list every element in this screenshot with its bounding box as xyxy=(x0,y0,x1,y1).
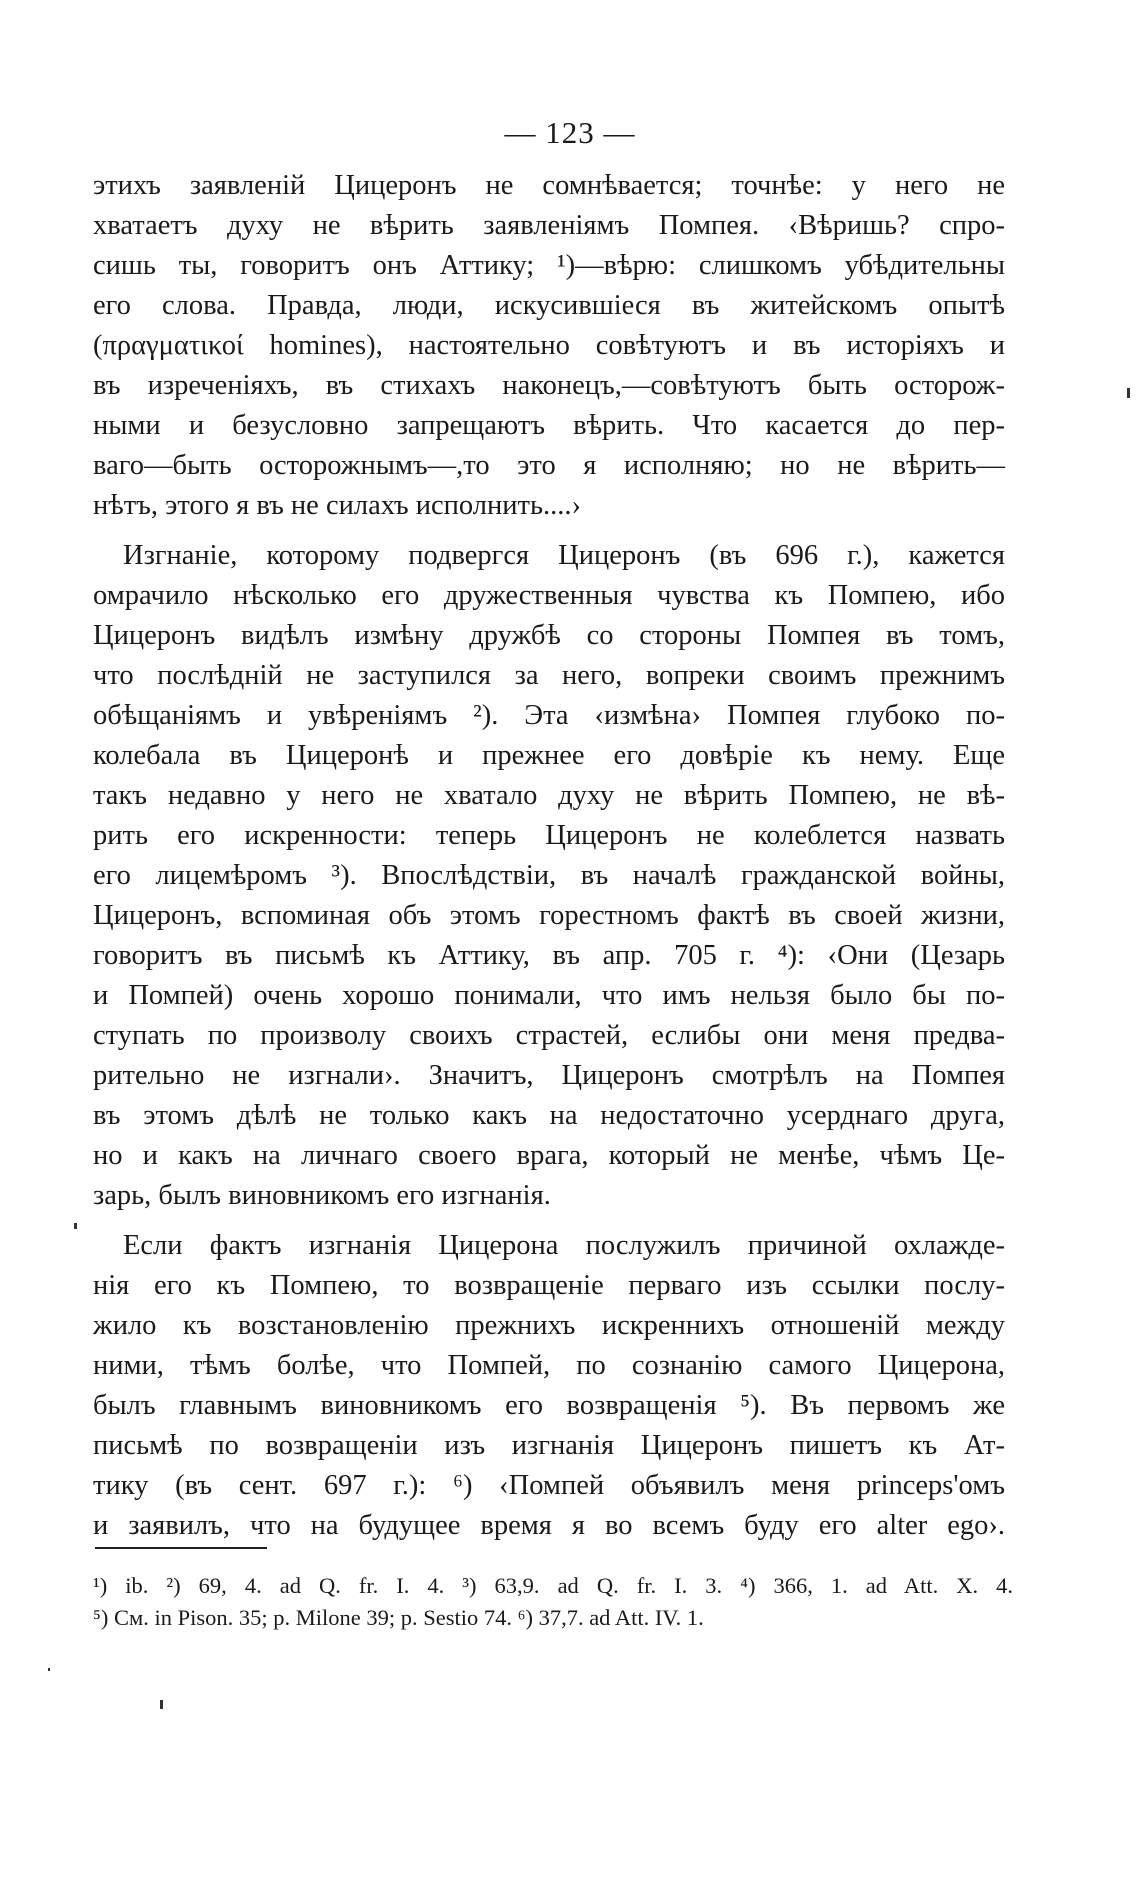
text-line: его слова. Правда, люди, искусившіеся въ житейскомъ опытѣ xyxy=(93,290,1005,321)
text-line: зарь, былъ виновникомъ его изгнанія. xyxy=(93,1180,551,1211)
paragraph-1 xyxy=(93,166,1005,526)
scan-speck xyxy=(160,1700,163,1709)
scan-speck xyxy=(48,1668,50,1671)
footnote-line: ⁵) См. in Pison. 35; p. Milone 39; p. Sestio 74. ⁶) 37,7. ad Att. IV. 1. xyxy=(93,1605,704,1630)
text-line: Изгнаніе, которому подвергся Цицеронъ (въ 696 г.), кажется xyxy=(123,540,1005,571)
text-line: тику (въ сент. 697 г.): ⁶) ‹Помпей объявилъ меня princeps'омъ xyxy=(93,1470,1005,1501)
scan-speck xyxy=(1127,388,1130,398)
paragraph-2 xyxy=(93,536,1005,1216)
text-line: его лицемѣромъ ³). Впослѣдствіи, въ началѣ гражданской войны, xyxy=(93,860,1005,891)
text-line: письмѣ по возвращеніи изъ изгнанія Цицеронъ пишетъ къ Ат- xyxy=(93,1430,1005,1461)
text-line: въ изреченіяхъ, въ стихахъ наконецъ,—совѣтуютъ быть осторож- xyxy=(93,370,1005,401)
text-line: но и какъ на личнаго своего врага, который не менѣе, чѣмъ Це- xyxy=(93,1140,1005,1171)
text-line: жило къ возстановленію прежнихъ искреннихъ отношеній между xyxy=(93,1310,1005,1341)
text-line: такъ недавно у него не хватало духу не вѣрить Помпею, не вѣ- xyxy=(93,780,1005,811)
text-line: Если фактъ изгнанія Цицерона послужилъ причиной охлажде- xyxy=(123,1230,1005,1261)
page-number: — 123 — xyxy=(504,115,636,150)
footnotes xyxy=(93,1570,1013,1634)
text-line: Цицеронъ видѣлъ измѣну дружбѣ со стороны Помпея въ томъ, xyxy=(93,620,1005,651)
text-line: обѣщаніямъ и увѣреніямъ ²). Эта ‹измѣна› Помпея глубоко по- xyxy=(93,700,1005,731)
text-line: ваго—быть осторожнымъ—,то это я исполняю; но не вѣрить— xyxy=(93,450,1005,481)
text-line: сишь ты, говоритъ онъ Аттику; ¹)—вѣрю: слишкомъ убѣдительны xyxy=(93,250,1005,281)
text-line: былъ главнымъ виновникомъ его возвращенія ⁵). Въ первомъ же xyxy=(93,1390,1005,1421)
text-line: (πραγματικοί homines), настоятельно совѣтуютъ и въ исторіяхъ и xyxy=(93,330,1005,361)
text-line: и Помпей) очень хорошо понимали, что имъ нельзя было бы по- xyxy=(93,980,1005,1011)
text-line: нѣтъ, этого я въ не силахъ исполнить....› xyxy=(93,490,581,521)
text-line: этихъ заявленій Цицеронъ не сомнѣвается; точнѣе: у него не xyxy=(93,170,1005,201)
text-line: рить его искренности: теперь Цицеронъ не колеблется назвать xyxy=(93,820,1005,851)
text-line: Цицеронъ, вспоминая объ этомъ горестномъ фактѣ въ своей жизни, xyxy=(93,900,1005,931)
text-line: что послѣдній не заступился за него, вопреки своимъ прежнимъ xyxy=(93,660,1005,691)
text-line: рительно не изгнали›. Значитъ, Цицеронъ смотрѣлъ на Помпея xyxy=(93,1060,1005,1091)
text-line: нія его къ Помпею, то возвращеніе перваго изъ ссылки послу- xyxy=(93,1270,1005,1301)
footnote-divider xyxy=(95,1547,267,1549)
text-line: колебала въ Цицеронѣ и прежнее его довѣріе къ нему. Еще xyxy=(93,740,1005,771)
text-line: омрачило нѣсколько его дружественныя чувства къ Помпею, ибо xyxy=(93,580,1005,611)
text-line: хватаетъ духу не вѣрить заявленіямъ Помпея. ‹Вѣришь? спро- xyxy=(93,210,1005,241)
footnote-line: ¹) ib. ²) 69, 4. ad Q. fr. I. 4. ³) 63,9. ad Q. fr. I. 3. ⁴) 366, 1. ad Att. X. 4. xyxy=(93,1573,1013,1598)
text-line: говоритъ въ письмѣ къ Аттику, въ апр. 705 г. ⁴): ‹Они (Цезарь xyxy=(93,940,1005,971)
text-line: и заявилъ, что на будущее время я во всемъ буду его alter ego›. xyxy=(93,1510,1005,1541)
text-line: ступать по произволу своихъ страстей, еслибы они меня предва- xyxy=(93,1020,1005,1051)
text-line: въ этомъ дѣлѣ не только какъ на недостаточно усерднаго друга, xyxy=(93,1100,1005,1131)
text-line: ными и безусловно запрещаютъ вѣрить. Что касается до пер- xyxy=(93,410,1005,441)
scan-speck xyxy=(74,1223,77,1229)
body-text xyxy=(93,166,1005,1546)
paragraph-3 xyxy=(93,1226,1005,1546)
text-line: ними, тѣмъ болѣе, что Помпей, по сознанію самого Цицерона, xyxy=(93,1350,1005,1381)
